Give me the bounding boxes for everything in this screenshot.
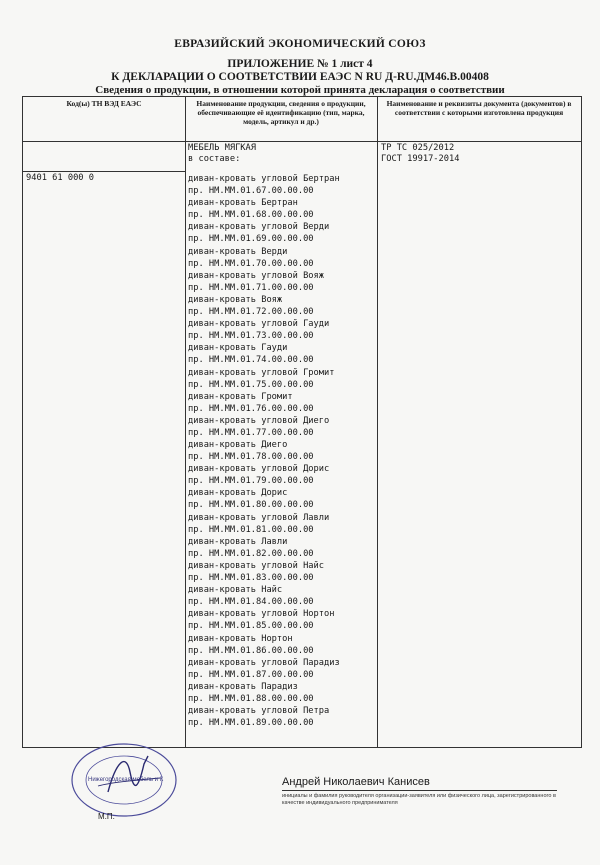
document-gost: ГОСТ 19917-2014 xyxy=(381,154,460,164)
item-article: пр. НМ.ММ.01.77.00.00.00 xyxy=(188,427,314,438)
list-item xyxy=(188,342,374,366)
item-article: пр. НМ.ММ.01.72.00.00.00 xyxy=(188,306,314,317)
item-article: пр. НМ.ММ.01.71.00.00.00 xyxy=(188,282,314,293)
item-article: пр. НМ.ММ.01.75.00.00.00 xyxy=(188,379,314,390)
item-article: пр. НМ.ММ.01.69.00.00.00 xyxy=(188,234,314,245)
product-name: МЕБЕЛЬ МЯГКАЯ xyxy=(188,143,256,153)
list-item xyxy=(188,705,374,729)
item-article: пр. НМ.ММ.01.89.00.00.00 xyxy=(188,718,314,729)
header-divider xyxy=(23,141,581,142)
item-name: диван-кровать Лавли xyxy=(188,536,288,547)
item-name: диван-кровать Бертран xyxy=(188,198,298,209)
item-name: диван-кровать угловой Громит xyxy=(188,367,335,378)
list-item xyxy=(188,439,374,463)
item-name: диван-кровать угловой Диего xyxy=(188,415,330,426)
tnved-code: 9401 61 000 0 xyxy=(26,173,94,183)
list-item xyxy=(188,584,374,608)
list-item xyxy=(188,246,374,270)
document-tr-ts: ТР ТС 025/2012 xyxy=(381,143,455,153)
item-article: пр. НМ.ММ.01.86.00.00.00 xyxy=(188,645,314,656)
item-article: пр. НМ.ММ.01.81.00.00.00 xyxy=(188,524,314,535)
list-item xyxy=(188,318,374,342)
column-divider xyxy=(377,97,378,747)
item-article: пр. НМ.ММ.01.80.00.00.00 xyxy=(188,500,314,511)
item-name: диван-кровать угловой Вояж xyxy=(188,270,324,281)
signatory-note: инициалы и фамилия руководителя организации-заявителя или физического лица, зарегистрированного в качестве индивидуального предпринимателя xyxy=(282,793,556,806)
item-article: пр. НМ.ММ.01.73.00.00.00 xyxy=(188,331,314,342)
item-name: диван-кровать угловой Верди xyxy=(188,222,330,233)
item-article: пр. НМ.ММ.01.76.00.00.00 xyxy=(188,403,314,414)
list-item xyxy=(188,633,374,657)
signatory-name: Андрей Николаевич Канисев xyxy=(282,776,430,788)
stamp-text: Нижегородская мебель и К xyxy=(88,777,164,783)
list-item xyxy=(188,270,374,294)
list-item xyxy=(188,512,374,536)
item-name: диван-кровать угловой Гауди xyxy=(188,319,330,330)
item-article: пр. НМ.ММ.01.67.00.00.00 xyxy=(188,186,314,196)
item-article: пр. НМ.ММ.01.82.00.00.00 xyxy=(188,548,314,559)
item-name: диван-кровать Парадиз xyxy=(188,681,298,692)
item-name: диван-кровать Гауди xyxy=(188,343,288,354)
list-item xyxy=(188,487,374,511)
item-article: пр. НМ.ММ.01.78.00.00.00 xyxy=(188,452,314,463)
item-name: диван-кровать Найс xyxy=(188,585,283,596)
item-article: пр. НМ.ММ.01.84.00.00.00 xyxy=(188,597,314,608)
product-table xyxy=(22,96,582,748)
list-item xyxy=(188,681,374,705)
list-item xyxy=(188,657,374,681)
item-article: пр. НМ.ММ.01.87.00.00.00 xyxy=(188,669,314,680)
table-caption: Сведения о продукции, в отношении которой принята декларация о соответствии xyxy=(95,84,505,96)
appendix-title: ПРИЛОЖЕНИЕ № 1 лист 4 xyxy=(227,58,373,70)
item-name: диван-кровать Верди xyxy=(188,246,288,257)
item-article: пр. НМ.ММ.01.83.00.00.00 xyxy=(188,573,314,583)
item-name: диван-кровать Нортон xyxy=(188,633,293,644)
item-name: диван-кровать угловой Лавли xyxy=(188,512,330,523)
list-item xyxy=(188,294,374,318)
item-article: пр. НМ.ММ.01.79.00.00.00 xyxy=(188,476,314,487)
product-list xyxy=(188,173,374,729)
union-title: ЕВРАЗИЙСКИЙ ЭКОНОМИЧЕСКИЙ СОЮЗ xyxy=(174,38,426,50)
list-item xyxy=(188,221,374,245)
list-item xyxy=(188,415,374,439)
col-header-document: Наименование и реквизиты документа (документов) в соответствии с которыми изготовлена продукция xyxy=(386,99,572,117)
list-item xyxy=(188,173,374,197)
declaration-title: К ДЕКЛАРАЦИИ О СООТВЕТСТВИИ ЕАЭС N RU Д-RU.ДМ46.В.00408 xyxy=(111,71,489,83)
company-stamp xyxy=(68,742,186,824)
item-name: диван-кровать угловой Нортон xyxy=(188,609,335,620)
product-composition: в составе: xyxy=(188,154,241,164)
item-article: пр. НМ.ММ.01.85.00.00.00 xyxy=(188,621,314,632)
list-item xyxy=(188,608,374,632)
item-article: пр. НМ.ММ.01.70.00.00.00 xyxy=(188,258,314,269)
item-name: диван-кровать угловой Парадиз xyxy=(188,657,340,668)
item-article: пр. НМ.ММ.01.68.00.00.00 xyxy=(188,210,314,221)
list-item xyxy=(188,536,374,560)
item-article: пр. НМ.ММ.01.74.00.00.00 xyxy=(188,355,314,366)
list-item xyxy=(188,463,374,487)
list-item xyxy=(188,197,374,221)
item-name: диван-кровать Дорис xyxy=(188,488,288,499)
item-name: диван-кровать угловой Найс xyxy=(188,561,324,571)
item-article: пр. НМ.ММ.01.88.00.00.00 xyxy=(188,693,314,704)
item-name: диван-кровать Диего xyxy=(188,440,288,451)
item-name: диван-кровать угловой Петра xyxy=(188,706,330,717)
col-header-code: Код(ы) ТН ВЭД ЕАЭС xyxy=(66,99,142,108)
stamp-label: М.П. xyxy=(98,812,115,821)
column-divider xyxy=(185,97,186,747)
item-name: диван-кровать угловой Бертран xyxy=(188,174,340,184)
col-header-product: Наименование продукции, сведения о продукции, обеспечивающие её идентификацию (тип, марка, модель, артикул и др.) xyxy=(196,99,366,126)
item-name: диван-кровать Громит xyxy=(188,391,293,402)
signature-line xyxy=(282,790,557,791)
item-name: диван-кровать Вояж xyxy=(188,294,283,305)
list-item xyxy=(188,560,374,584)
item-name: диван-кровать угловой Дорис xyxy=(188,464,330,475)
row-divider xyxy=(23,171,185,172)
list-item xyxy=(188,367,374,391)
list-item xyxy=(188,391,374,415)
